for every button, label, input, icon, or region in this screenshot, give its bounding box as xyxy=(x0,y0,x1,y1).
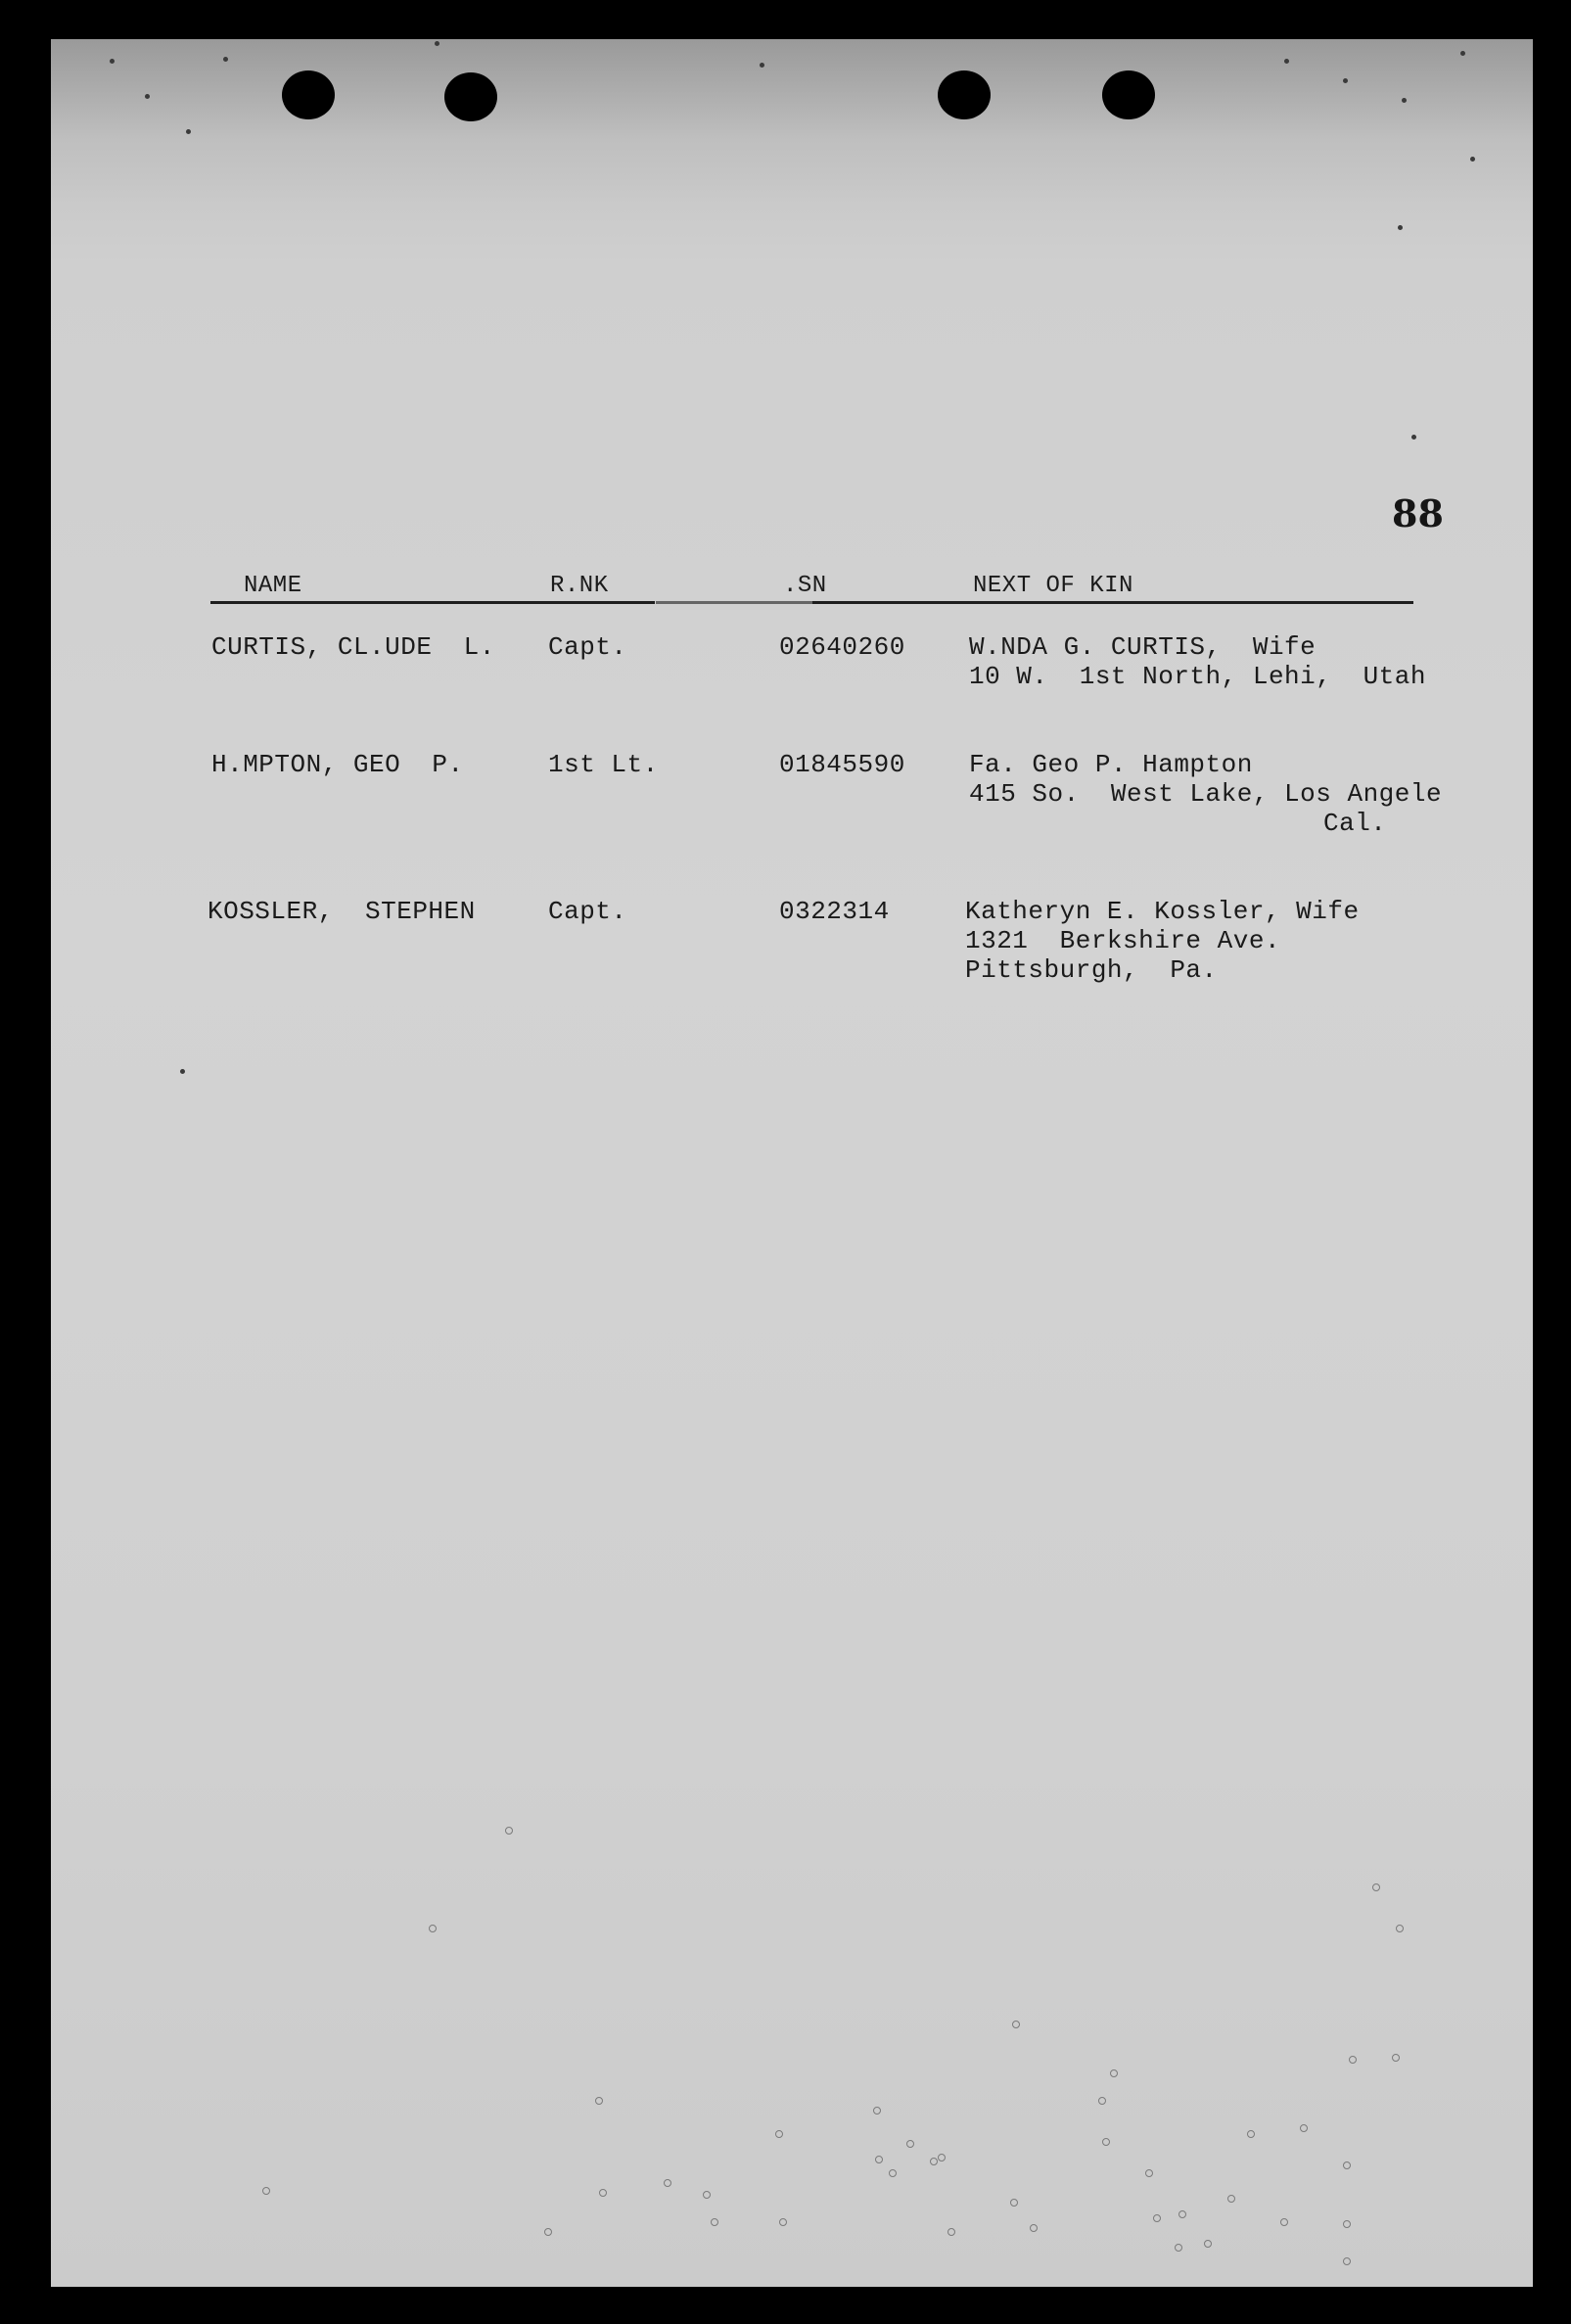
paper-speck xyxy=(703,2191,711,2199)
paper-speck xyxy=(938,2154,946,2161)
row-asn: 01845590 xyxy=(779,750,905,779)
row-name: KOSSLER, STEPHEN xyxy=(208,897,476,926)
paper-speck xyxy=(599,2189,607,2197)
paper-speck xyxy=(1343,2220,1351,2228)
row-rank: Capt. xyxy=(548,632,627,662)
paper-speck xyxy=(1280,2218,1288,2226)
paper-speck xyxy=(1343,2161,1351,2169)
paper-debris xyxy=(1470,157,1475,162)
paper-debris xyxy=(1460,51,1465,56)
paper-debris xyxy=(1402,98,1407,103)
paper-speck xyxy=(889,2169,897,2177)
paper-speck xyxy=(1178,2210,1186,2218)
paper-speck xyxy=(775,2130,783,2138)
row-next-of-kin-line: Cal. xyxy=(1323,809,1387,838)
row-asn: 0322314 xyxy=(779,897,890,926)
paper-speck xyxy=(1349,2056,1357,2064)
paper-speck xyxy=(875,2156,883,2163)
column-header-name: NAME xyxy=(244,573,302,599)
column-header-next-of-kin: NEXT OF KIN xyxy=(973,573,1133,599)
row-next-of-kin-line: Pittsburgh, Pa. xyxy=(965,955,1218,985)
paper-debris xyxy=(1398,225,1403,230)
paper-speck xyxy=(1396,1925,1404,1932)
paper-debris xyxy=(1411,435,1416,440)
row-next-of-kin-line: 1321 Berkshire Ave. xyxy=(965,926,1281,955)
punch-hole xyxy=(1102,70,1155,119)
header-underline xyxy=(812,601,1240,604)
paper-speck xyxy=(906,2140,914,2148)
punch-hole xyxy=(938,70,991,119)
paper-speck xyxy=(1204,2240,1212,2248)
paper-speck xyxy=(873,2107,881,2115)
page-number: 88 xyxy=(1392,491,1444,535)
column-header-rank: R.NK xyxy=(550,573,609,599)
paper-speck xyxy=(544,2228,552,2236)
paper-debris xyxy=(180,1069,185,1074)
row-next-of-kin-line: 415 So. West Lake, Los Angele xyxy=(969,779,1443,809)
paper-speck xyxy=(1372,1883,1380,1891)
paper-debris xyxy=(1284,59,1289,64)
paper-speck xyxy=(947,2228,955,2236)
paper-speck xyxy=(1227,2195,1235,2203)
document-page xyxy=(51,39,1533,2287)
header-underline xyxy=(210,601,655,604)
row-rank: 1st Lt. xyxy=(548,750,659,779)
paper-debris xyxy=(145,94,150,99)
header-underline xyxy=(656,601,812,604)
column-header-asn: .SN xyxy=(783,573,827,599)
row-next-of-kin-line: Fa. Geo P. Hampton xyxy=(969,750,1253,779)
paper-speck xyxy=(930,2158,938,2165)
paper-speck xyxy=(429,1925,437,1932)
paper-speck xyxy=(1247,2130,1255,2138)
paper-speck xyxy=(1392,2054,1400,2062)
paper-speck xyxy=(1153,2214,1161,2222)
paper-speck xyxy=(1300,2124,1308,2132)
paper-debris xyxy=(223,57,228,62)
row-rank: Capt. xyxy=(548,897,627,926)
paper-debris xyxy=(1343,78,1348,83)
paper-debris xyxy=(760,63,764,68)
paper-speck xyxy=(505,1827,513,1835)
paper-speck xyxy=(1175,2244,1182,2252)
row-next-of-kin-line: Katheryn E. Kossler, Wife xyxy=(965,897,1360,926)
page-top-shading xyxy=(51,39,1533,206)
header-underline xyxy=(1200,601,1413,604)
paper-speck xyxy=(1012,2021,1020,2028)
punch-hole xyxy=(444,72,497,121)
paper-speck xyxy=(595,2097,603,2105)
paper-speck xyxy=(1010,2199,1018,2207)
paper-speck xyxy=(1145,2169,1153,2177)
paper-speck xyxy=(1030,2224,1038,2232)
paper-speck xyxy=(1098,2097,1106,2105)
paper-speck xyxy=(1343,2257,1351,2265)
paper-debris xyxy=(186,129,191,134)
row-name: CURTIS, CL.UDE L. xyxy=(211,632,495,662)
paper-debris xyxy=(110,59,115,64)
paper-speck xyxy=(262,2187,270,2195)
row-asn: 02640260 xyxy=(779,632,905,662)
paper-speck xyxy=(711,2218,718,2226)
row-name: H.MPTON, GEO P. xyxy=(211,750,464,779)
punch-hole xyxy=(282,70,335,119)
paper-speck xyxy=(1102,2138,1110,2146)
paper-speck xyxy=(779,2218,787,2226)
paper-speck xyxy=(664,2179,671,2187)
row-next-of-kin-line: W.NDA G. CURTIS, Wife xyxy=(969,632,1317,662)
row-next-of-kin-line: 10 W. 1st North, Lehi, Utah xyxy=(969,662,1426,691)
paper-speck xyxy=(1110,2069,1118,2077)
paper-debris xyxy=(435,41,439,46)
